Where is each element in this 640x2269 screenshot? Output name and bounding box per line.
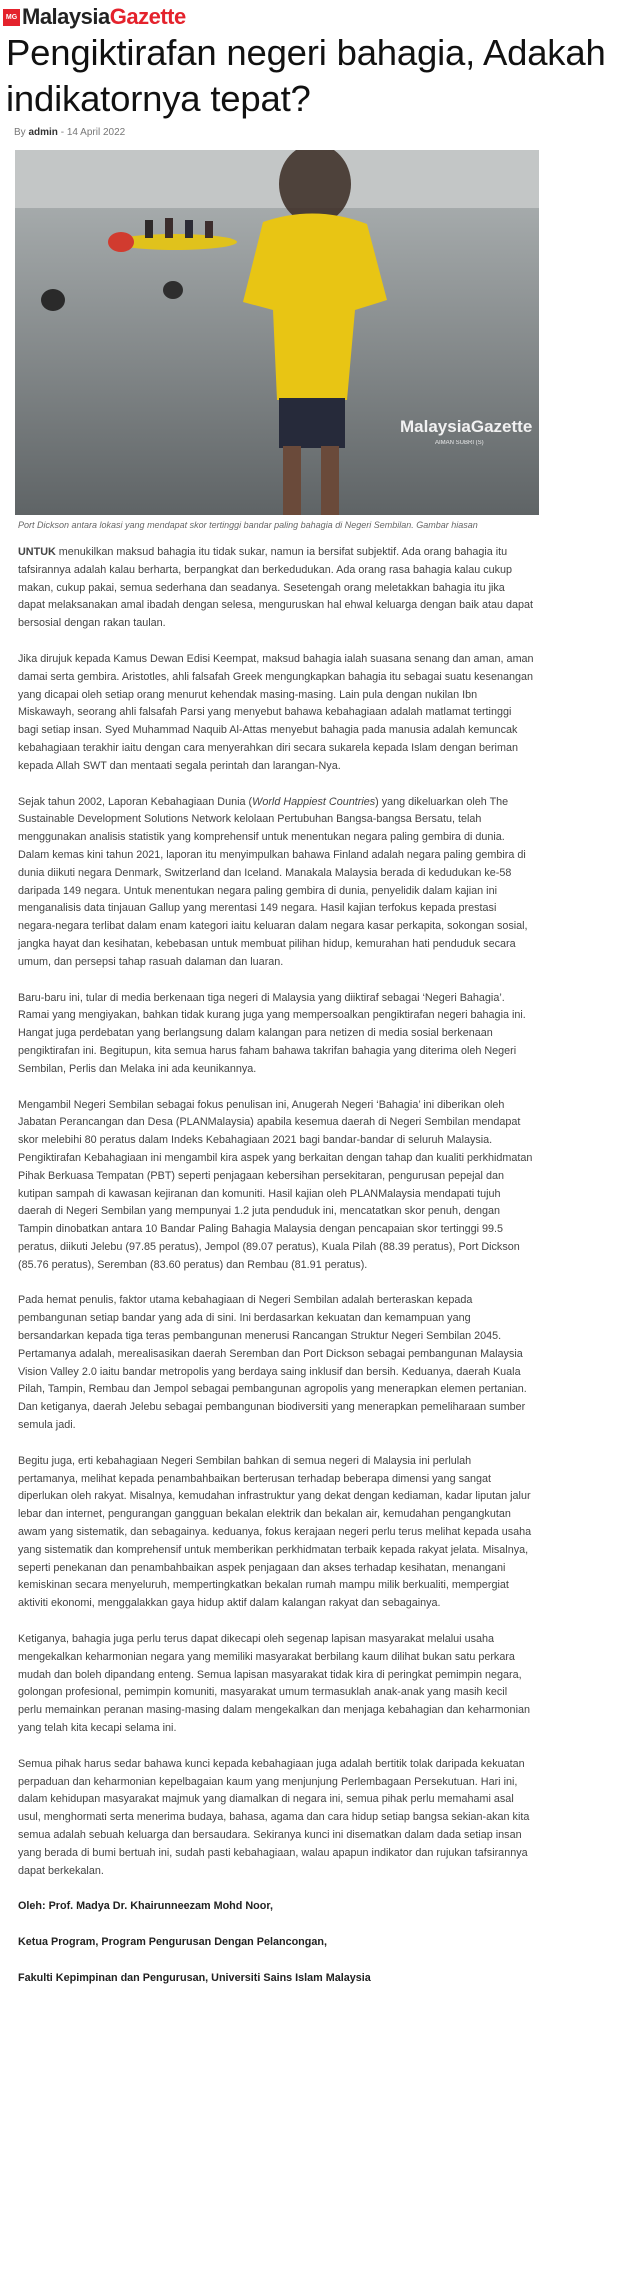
photo-caption: Port Dickson antara lokasi yang mendapat skor tertinggi bandar paling bahagia di Negeri Sembilan. Gambar hiasan [18,520,478,530]
swimmer [163,281,183,299]
paragraph: Pada hemat penulis, faktor utama kebahagiaan di Negeri Sembilan adalah berteraskan kepada pembangunan setiap bandar yang ada di sini. Ini berdasarkan kekuatan dan kemampuan yang bersandarkan kepada tiga teras pembangunan menerusi Rancangan Struktur Negeri Sembilan 2045. Pertamanya adalah, merealisasikan daerah Seremban dan Port Dickson sebagai pembangunan Malaysia Vision Valley 2.0 iaitu bandar metropolis yang berdaya saing inklusif dan bersih. Keduanya, daerah Kuala Pilah, Tampin, Rembau dan Jempol sebagai pembangunan agropolis yang menerapkan elemen pertanian. Dan ketiganya, daerah Jelebu sebagai pembangunan biodiversiti yang menerapkan pemeliharaan sumber semula jadi. [18,1294,527,1432]
paragraph: Begitu juga, erti kebahagiaan Negeri Sembilan bahkan di semua negeri di Malaysia ini perlulah pertamanya, melihat kepada penambahbaikan berterusan terhadap beberapa dimensi yang sangat diperlukan oleh rakyat. Misalnya, kemudahan infrastruktur yang dekat dengan kediaman, kadar liputan jalur lebar dan internet, pengurangan gangguan bekalan elektrik dan bekalan air, kemudahan pengangkutan awam yang sistematik, dan sebagainya. keduanya, fokus kerajaan negeri perlu terus melihat kepada usaha yang sistematik dan komprehensif untuk memberikan perkhidmatan terbaik kepada rakyat jelata. Misalnya, seperti penekanan dan penambahbaikan aspek penjagaan dan akses terhadap kesihatan, menangani kemiskinan secara menyeluruh, mempertingkatkan bekalan rumah mampu milik berkualiti, mempergiat aktiviti ekonomi, menggalakkan gaya hidup aktif dalam kalangan rakyat dan sebagainya. [18,1454,532,1610]
swimmer [41,289,65,311]
logo-part-gazette: Gazette [109,4,186,29]
author-signoff: Oleh: Prof. Madya Dr. Khairunneezam Mohd Noor, [18,1900,273,1913]
photo-credit: AIMAN SUBRI (S) [435,440,484,446]
author-position: Ketua Program, Program Pengurusan Dengan Pelancongan, [18,1936,327,1949]
beach-scene-illustration [15,150,539,515]
paragraph-text: menukilkan maksud bahagia itu tidak sukar, namun ia bersifat subjektif. Ada orang bahagia itu tafsirannya adalah kalau berharta, berpangkat dan berkedudukan. Ada orang rasa bahagia kalau cukup makan, cukup pakai, semua sederhana dan seadanya. Sesetengah orang meletakkan bahagia itu jika dapat melaksanakan amal ibadah dengan selesa, menguruskan hal ehwal keluarga dengan baik atau dapat bersosial dengan rakan taulan. [18,546,534,630]
paragraph: Semua pihak harus sedar bahawa kunci kepada kebahagiaan juga adalah bertitik tolak daripada kekuatan perpaduan dan keharmonian kepelbagaian kaum yang menjunjung Perlembagaan Persekutuan. Hari ini, dalam kehidupan masyarakat majmuk yang diamalkan di negara ini, semua pihak perlu memahami asal usul, menghormati serta menerima budaya, bahasa, agama dan cara hidup setiap bangsa sekian-akan kita semua adalah sebuah keluarga dan bersaudara. Sekiranya kunci ini disematkan dalam dada setiap insan yang berada di bumi bertuah ini, sudah pasti kebahagiaan, walau apapun indikator dan rujukan tafsirannya dapat berkekalan. [18,1757,530,1877]
logo-badge[interactable]: MG [3,9,20,26]
paragraph-text: Sejak tahun 2002, Laporan Kebahagiaan Dunia ( [18,795,253,808]
photo-watermark: MalaysiaGazette [400,417,533,436]
paragraph [18,544,534,633]
site-logo[interactable] [22,4,186,30]
author-faculty: Fakulti Kepimpinan dan Pengurusan, Universiti Sains Islam Malaysia [18,1971,371,1984]
article-title: Pengiktirafan negeri bahagia, Adakah indikatornya tepat? [6,32,606,119]
byline-separator: - [60,127,65,138]
author-link[interactable]: admin [28,127,58,138]
paragraph [18,794,534,972]
publish-date: 14 April 2022 [66,127,126,138]
article-photo [15,150,539,515]
paragraph: Mengambil Negeri Sembilan sebagai fokus penulisan ini, Anugerah Negeri ‘Bahagia’ ini diberikan oleh Jabatan Perancangan dan Desa (PLANMalaysia) apabila kesemua daerah di Negeri Sembilan mendapat skor melebihi 80 peratus dalam Indeks Kebahagiaan 2021 bagi bandar-bandar di seluruh Malaysia. Pengiktirafan Kebahagiaan ini mengambil kira aspek yang berkaitan dengan tahap dan kualiti perkhidmatan Pihak Berkuasa Tempatan (PBT) seperti penjagaan kebersihan persekitaran, pengurusan pepejal dan kutipan sampah di kawasan kejiranan dan komuniti. Hasil kajian oleh PLANMalaysia mendapati tujuh daerah di Negeri Sembilan yang mempunyai 1.2 juta penduduk ini, mencatatkan skor penuh, dengan Tampin dinobatkan antara 10 Bandar Paling Bahagia Malaysia dengan pencapaian skor tertinggi 99.5 peratus, diikuti Jelebu (97.85 peratus), Jempol (89.07 peratus), Kuala Pilah (88.39 peratus), Port Dickson (85.76 peratus), Seremban (83.60 peratus) dan Rembau (81.91 peratus). [18,1098,533,1271]
paragraph-text: ) yang dikeluarkan oleh The Sustainable Development Solutions Network kelolaan Pertubuhan Bangsa-bangsa Bersatu, telah menggunakan analisis statistik yang komprehensif untuk menentukan negara paling gembira di dunia. Dalam kemas kini tahun 2021, laporan itu menyimpulkan bahawa Finland adalah negara paling gembira di dunia diikuti negara Denmark, Switzerland dan Iceland. Manakala Malaysia berada di kedudukan ke-58 daripada 149 negara. Untuk menentukan negara paling gembira di dunia, penyelidik dalam kajian ini menganalisis data tinjauan Gallup yang merentasi 149 negara. Hasil kajian terfokus kepada prestasi negara-negara terlibat dalam enam kategori iaitu keluaran dalam negara kasar perkapita, sokongan sosial, jangka hayat dan kesihatan, kebebasan untuk membuat pilihan hidup, kemurahan hati penduduk secara umum, dan persepsi tahap rasuah dalaman dan luaran. [18,795,528,968]
paragraph: Jika dirujuk kepada Kamus Dewan Edisi Keempat, maksud bahagia ialah suasana senang dan aman, aman damai serta gembira. Aristotles, ahli falsafah Greek mengungkapkan bahagia itu sebagai suatu kesenangan yang dicapai oleh setiap orang menurut kehendak masing-masing. Lain pula dengan nukilan Ibn Miskawayh, seorang ahli falsafah Parsi yang menyebut bahawa kebahagiaan adalah matlamat tertinggi bagi setiap insan. Syed Muhammad Naquib Al-Attas menyebut bahagia pada manusia adalah kemuncak kebahagiaan terakhir iaitu dengan cara menyerahkan diri secara sukarela kepada Islam dengan beriman kepada Allah SWT dan mentaati segala perintah dan larangan-Nya. [18,652,534,772]
by-label: By [14,127,26,138]
lead-word: UNTUK [18,546,56,558]
paragraph: Baru-baru ini, tular di media berkenaan tiga negeri di Malaysia yang diiktiraf sebagai ‘Negeri Bahagia’. Ramai yang mengiyakan, bahkan tidak kurang juga yang mempersoalkan pengiktirafan negeri bahagia ini. Hangat juga perdebatan yang berlangsung dalam kalangan para netizen di media sosial berkenaan pengiktirafan ini. Begitupun, kita semua harus faham bahawa takrifan bahagia yang diterima oleh Negeri Sembilan, Perlis dan Melaka ini ada keunikannya. [18,991,526,1075]
article-body [18,544,534,2006]
paragraph: Ketiganya, bahagia juga perlu terus dapat dikecapi oleh segenap lapisan masyarakat melalui usaha mengekalkan keharmonian negara yang memiliki masyarakat berbilang kaum dilihat bukan satu perkara mudah dan boleh dipandang enteng. Semua lapisan masyarakat tidak kira di peringkat pemimpin negara, golongan profesional, pemimpin komuniti, masyarakat umum termasuklah anak-anak yang masih kecil perlu memainkan peranan masing-masing dalam mengekalkan dan menjaga kebahagian dan keharmonian yang telah kita kecapi selama ini. [18,1633,530,1735]
site-header [3,3,186,31]
sky [15,150,539,208]
byline [14,127,125,138]
logo-part-malaysia: Malaysia [22,4,110,29]
report-name: World Happiest Countries [252,795,376,808]
